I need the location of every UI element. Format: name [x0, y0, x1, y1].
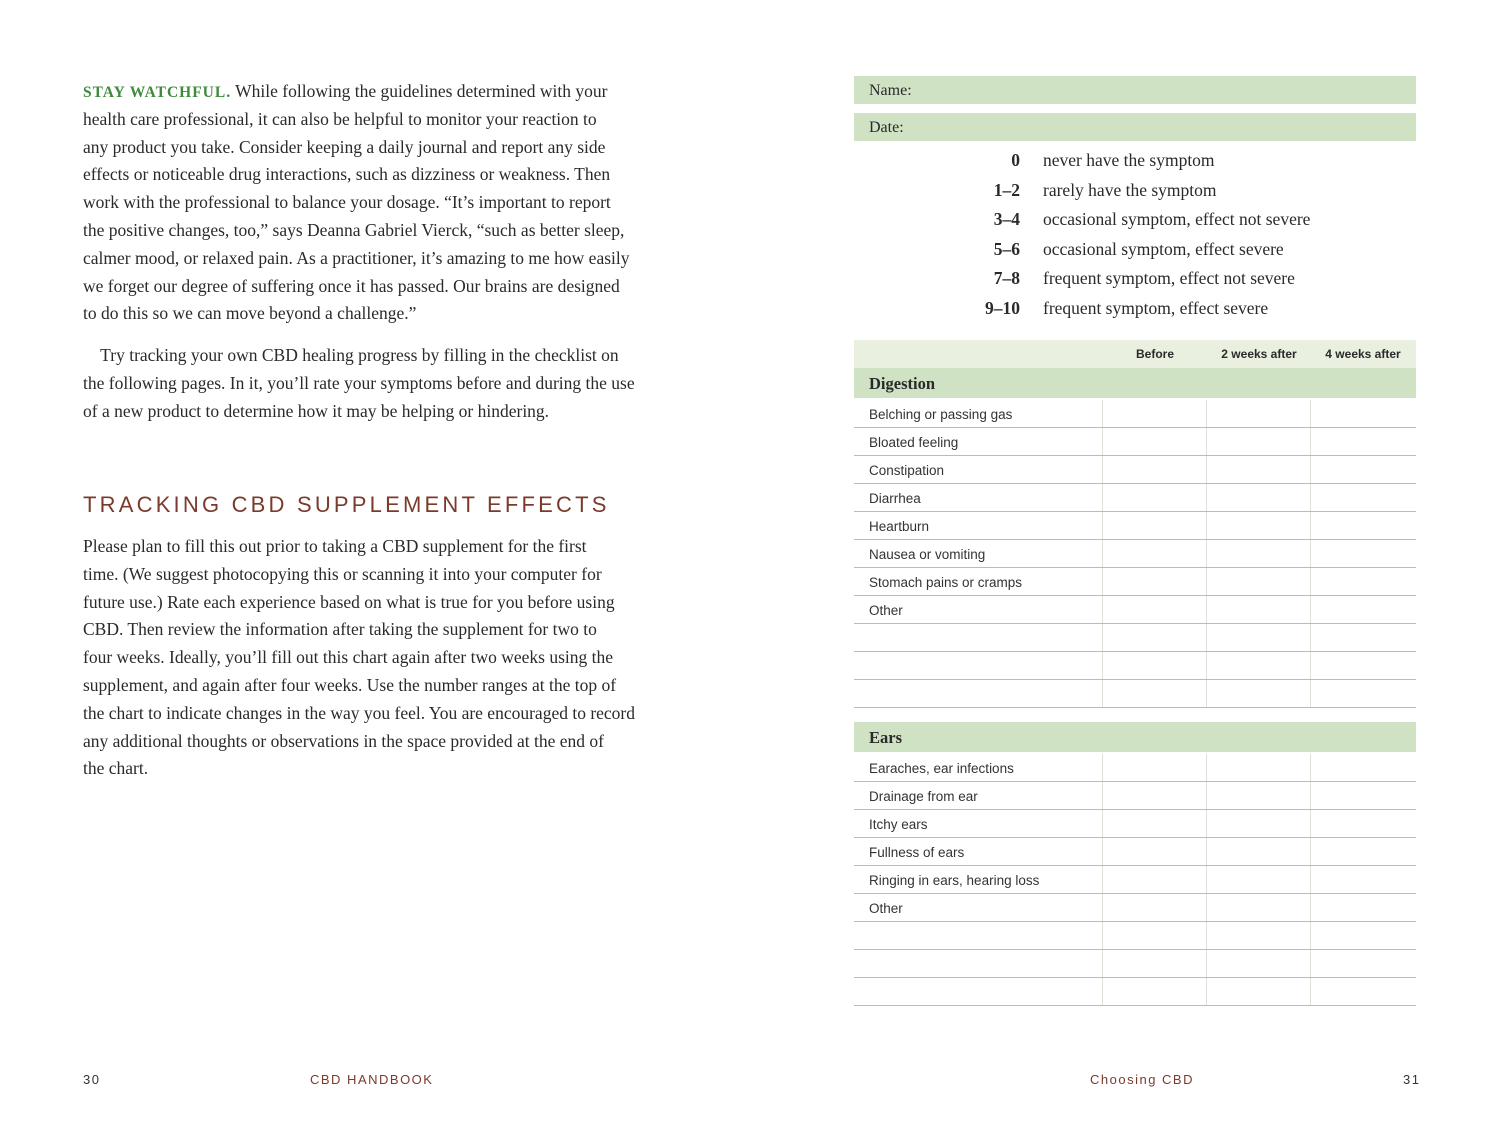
rating-cell[interactable]: [1207, 456, 1311, 483]
table-row: [854, 652, 1416, 680]
table-row: [854, 950, 1416, 978]
name-field[interactable]: [854, 76, 1416, 104]
text-line: any product you take. Consider keeping a daily journal and report any side: [83, 136, 606, 157]
text-line: the following pages. In it, you’ll rate your symptoms before and during the use: [83, 372, 635, 393]
rating-cell[interactable]: [1103, 428, 1207, 455]
column-header: 2 weeks after: [1221, 347, 1297, 361]
rating-cell[interactable]: [1103, 782, 1207, 809]
rating-cell[interactable]: [1311, 512, 1415, 539]
table-row: [854, 894, 1416, 922]
rating-cell[interactable]: [1103, 754, 1207, 781]
running-title-right: Choosing CBD: [1090, 1072, 1194, 1087]
text-line: to do this so we can move beyond a challenge.”: [83, 303, 417, 324]
symptom-label: Earaches, ear infections: [854, 754, 1103, 781]
scale-description: occasional symptom, effect severe: [1043, 238, 1284, 259]
text-line: any additional thoughts or observations in the space provided at the end of: [83, 730, 604, 751]
page-number-left: 30: [83, 1072, 101, 1087]
symptom-label: Fullness of ears: [854, 838, 1103, 865]
table-row: [854, 484, 1416, 512]
rating-cell[interactable]: [1311, 400, 1415, 427]
rating-cell[interactable]: [1311, 810, 1415, 837]
rating-cell[interactable]: [1103, 400, 1207, 427]
rating-cell[interactable]: [1311, 894, 1415, 921]
rating-cell[interactable]: [1311, 596, 1415, 623]
rating-cell[interactable]: [1103, 978, 1207, 1005]
symptom-label: [854, 652, 1103, 679]
rating-cell[interactable]: [1207, 922, 1311, 949]
rating-cell[interactable]: [1311, 624, 1415, 651]
rating-cell[interactable]: [1103, 596, 1207, 623]
rating-cell[interactable]: [1207, 540, 1311, 567]
rating-cell[interactable]: [1311, 978, 1415, 1005]
symptom-label: [854, 922, 1103, 949]
scale-range: 0: [1011, 150, 1020, 170]
text-line: four weeks. Ideally, you’ll fill out this chart again after two weeks using the: [83, 647, 614, 668]
section-heading: TRACKING CBD SUPPLEMENT EFFECTS: [83, 492, 610, 517]
symptom-label: Ringing in ears, hearing loss: [854, 866, 1103, 893]
rating-cell[interactable]: [1207, 838, 1311, 865]
text-line: Try tracking your own CBD healing progress by filling in the checklist on: [83, 345, 619, 365]
rating-cell[interactable]: [1311, 540, 1415, 567]
table-row: [854, 456, 1416, 484]
scale-description: rarely have the symptom: [1043, 179, 1217, 200]
table-row: [854, 838, 1416, 866]
rating-cell[interactable]: [1103, 838, 1207, 865]
scale-range: 3–4: [993, 209, 1020, 229]
table-row: [854, 568, 1416, 596]
rating-cell[interactable]: [1103, 894, 1207, 921]
text-run: While following the guidelines determined with your: [231, 81, 608, 101]
rating-cell[interactable]: [1103, 568, 1207, 595]
scale-range: 7–8: [993, 268, 1020, 288]
spacer: [854, 708, 1416, 722]
section-header: Ears: [854, 722, 1416, 752]
rating-cell[interactable]: [1311, 456, 1415, 483]
page-number-right: 31: [1403, 1072, 1421, 1087]
rating-cell[interactable]: [1207, 400, 1311, 427]
rating-cell[interactable]: [1311, 782, 1415, 809]
scale-description: frequent symptom, effect severe: [1043, 297, 1269, 318]
rating-cell[interactable]: [1311, 568, 1415, 595]
rating-cell[interactable]: [1103, 866, 1207, 893]
text-line: health care professional, it can also be helpful to monitor your reaction to: [83, 108, 597, 129]
symptom-label: [854, 950, 1103, 977]
rating-cell[interactable]: [1207, 484, 1311, 511]
rating-cell[interactable]: [1103, 456, 1207, 483]
section-header: Digestion: [854, 368, 1416, 398]
table-header: [854, 340, 1416, 368]
scale-description: frequent symptom, effect not severe: [1043, 268, 1295, 288]
symptom-label: Other: [854, 596, 1103, 623]
symptom-table: [854, 340, 1416, 1006]
rating-cell[interactable]: [1311, 652, 1415, 679]
rating-cell[interactable]: [1311, 428, 1415, 455]
scale-description: occasional symptom, effect not severe: [1043, 209, 1311, 229]
symptom-label: Diarrhea: [854, 484, 1103, 511]
rating-cell[interactable]: [1207, 810, 1311, 837]
name-label: Name:: [869, 82, 912, 99]
text-line: future use.) Rate each experience based on what is true for you before using: [83, 591, 615, 612]
rating-cell[interactable]: [1207, 652, 1311, 679]
text-line: the chart to indicate changes in the way you feel. You are encouraged to record: [83, 702, 636, 723]
symptom-label: Itchy ears: [854, 810, 1103, 837]
symptom-label: Bloated feeling: [854, 428, 1103, 455]
rating-cell[interactable]: [1311, 950, 1415, 977]
text-line: work with the professional to balance your dosage. “It’s important to report: [83, 192, 611, 213]
date-label: Date:: [869, 119, 904, 136]
table-row: [854, 866, 1416, 894]
rating-cell[interactable]: [1311, 838, 1415, 865]
symptom-label: Stomach pains or cramps: [854, 568, 1103, 595]
text-line: we forget our degree of suffering once it has passed. Our brains are designed: [83, 275, 620, 296]
rating-cell[interactable]: [1103, 922, 1207, 949]
rating-cell[interactable]: [1207, 512, 1311, 539]
rating-cell[interactable]: [1207, 782, 1311, 809]
rating-cell[interactable]: [1207, 596, 1311, 623]
table-row: [854, 782, 1416, 810]
rating-cell[interactable]: [1207, 950, 1311, 977]
table-row: [854, 624, 1416, 652]
table-row: [854, 596, 1416, 624]
table-row: [854, 540, 1416, 568]
symptom-label: [854, 680, 1103, 707]
symptom-label: [854, 978, 1103, 1005]
rating-cell[interactable]: [1103, 652, 1207, 679]
rating-cell[interactable]: [1311, 922, 1415, 949]
symptom-label: Constipation: [854, 456, 1103, 483]
table-row: [854, 400, 1416, 428]
symptom-label: Other: [854, 894, 1103, 921]
scale-description: never have the symptom: [1043, 150, 1215, 170]
rating-cell[interactable]: [1103, 512, 1207, 539]
rating-cell[interactable]: [1311, 484, 1415, 511]
rating-cell[interactable]: [1103, 624, 1207, 651]
table-row: [854, 754, 1416, 782]
text-line: effects or noticeable drug interactions, such as dizziness or weakness. Then: [83, 164, 611, 185]
text-line: [83, 81, 607, 103]
rating-cell[interactable]: [1207, 754, 1311, 781]
column-header: 4 weeks after: [1325, 347, 1401, 361]
rating-cell[interactable]: [1207, 866, 1311, 893]
rating-cell[interactable]: [1207, 978, 1311, 1005]
lead-in: STAY WATCHFUL.: [83, 84, 232, 101]
table-row: [854, 680, 1416, 708]
rating-cell[interactable]: [1103, 950, 1207, 977]
date-field[interactable]: [854, 113, 1416, 141]
rating-cell[interactable]: [1207, 624, 1311, 651]
symptom-label: Drainage from ear: [854, 782, 1103, 809]
table-row: [854, 978, 1416, 1006]
table-row: [854, 428, 1416, 456]
scale-range: 5–6: [993, 238, 1020, 259]
column-header: Before: [1135, 347, 1174, 361]
symptom-label: Heartburn: [854, 512, 1103, 539]
running-title-left: CBD HANDBOOK: [310, 1072, 434, 1087]
rating-cell[interactable]: [1207, 894, 1311, 921]
text-line: the positive changes, too,” says Deanna Gabriel Vierck, “such as better sleep,: [83, 220, 625, 240]
symptom-label: Nausea or vomiting: [854, 540, 1103, 567]
text-line: supplement, and again after four weeks. Use the number ranges at the top of: [83, 675, 617, 695]
rating-cell[interactable]: [1207, 680, 1311, 707]
rating-cell[interactable]: [1311, 866, 1415, 893]
rating-cell[interactable]: [1311, 754, 1415, 781]
text-line: CBD. Then review the information after taking the supplement for two to: [83, 619, 597, 640]
rating-cell[interactable]: [1103, 680, 1207, 707]
rating-cell[interactable]: [1103, 810, 1207, 837]
rating-cell[interactable]: [1207, 568, 1311, 595]
symptom-label: Belching or passing gas: [854, 400, 1103, 427]
scale-range: 1–2: [993, 179, 1020, 200]
table-row: [854, 512, 1416, 540]
symptom-label: [854, 624, 1103, 651]
rating-cell[interactable]: [1207, 428, 1311, 455]
text-line: Please plan to fill this out prior to taking a CBD supplement for the first: [83, 536, 587, 556]
scale-range: 9–10: [985, 297, 1020, 318]
table-row: [854, 922, 1416, 950]
rating-cell[interactable]: [1311, 680, 1415, 707]
rating-cell[interactable]: [1103, 484, 1207, 511]
rating-cell[interactable]: [1103, 540, 1207, 567]
text-line: the chart.: [83, 758, 149, 779]
text-line: of a new product to determine how it may be helping or hindering.: [83, 400, 550, 421]
table-row: [854, 810, 1416, 838]
text-line: calmer mood, or relaxed pain. As a practitioner, it’s amazing to me how easily: [83, 247, 630, 268]
text-line: time. (We suggest photocopying this or scanning it into your computer for: [83, 563, 602, 584]
